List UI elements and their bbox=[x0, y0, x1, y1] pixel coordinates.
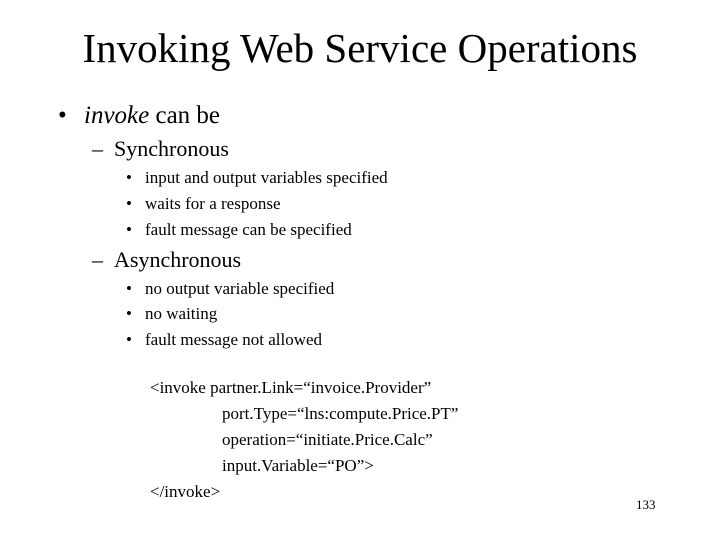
bullet-invoke bbox=[58, 99, 220, 133]
sub-heading-synchronous bbox=[92, 134, 229, 164]
code-line: </invoke> bbox=[150, 482, 221, 501]
bullet-symbol: • bbox=[126, 304, 132, 323]
list-item bbox=[126, 192, 281, 216]
code-sample bbox=[150, 375, 458, 505]
bullet-symbol: • bbox=[126, 194, 132, 213]
bullet-symbol: • bbox=[126, 168, 132, 187]
list-item bbox=[126, 328, 322, 352]
code-line: input.Variable=“PO”> bbox=[222, 456, 374, 475]
code-line: port.Type=“lns:compute.Price.PT” bbox=[222, 404, 459, 423]
list-item bbox=[126, 166, 388, 190]
list-item-text: input and output variables specified bbox=[145, 168, 388, 187]
bullet-symbol: • bbox=[126, 330, 132, 349]
page-number: 133 bbox=[636, 497, 656, 512]
list-item bbox=[126, 302, 217, 326]
code-line: operation=“initiate.Price.Calc” bbox=[222, 430, 433, 449]
bullet-emphasis: invoke bbox=[84, 102, 150, 129]
sub-heading-label: Synchronous bbox=[114, 136, 229, 161]
sub-heading-asynchronous bbox=[92, 245, 241, 275]
list-item-text: fault message not allowed bbox=[145, 330, 323, 349]
list-item-text: no output variable specified bbox=[145, 279, 335, 298]
bullet-symbol: • bbox=[58, 102, 67, 129]
list-item-text: no waiting bbox=[145, 304, 218, 323]
dash-symbol: – bbox=[92, 136, 103, 161]
list-item bbox=[126, 277, 334, 301]
sub-heading-label: Asynchronous bbox=[114, 247, 242, 272]
slide-title: Invoking Web Service Operations bbox=[82, 25, 638, 71]
list-item-text: fault message can be specified bbox=[145, 220, 352, 239]
bullet-symbol: • bbox=[126, 220, 132, 239]
list-item-text: waits for a response bbox=[145, 194, 281, 213]
dash-symbol: – bbox=[92, 247, 103, 272]
list-item bbox=[126, 218, 352, 242]
code-line: <invoke partner.Link=“invoice.Provider” bbox=[150, 378, 432, 397]
bullet-text: can be bbox=[149, 102, 221, 129]
bullet-symbol: • bbox=[126, 279, 132, 298]
